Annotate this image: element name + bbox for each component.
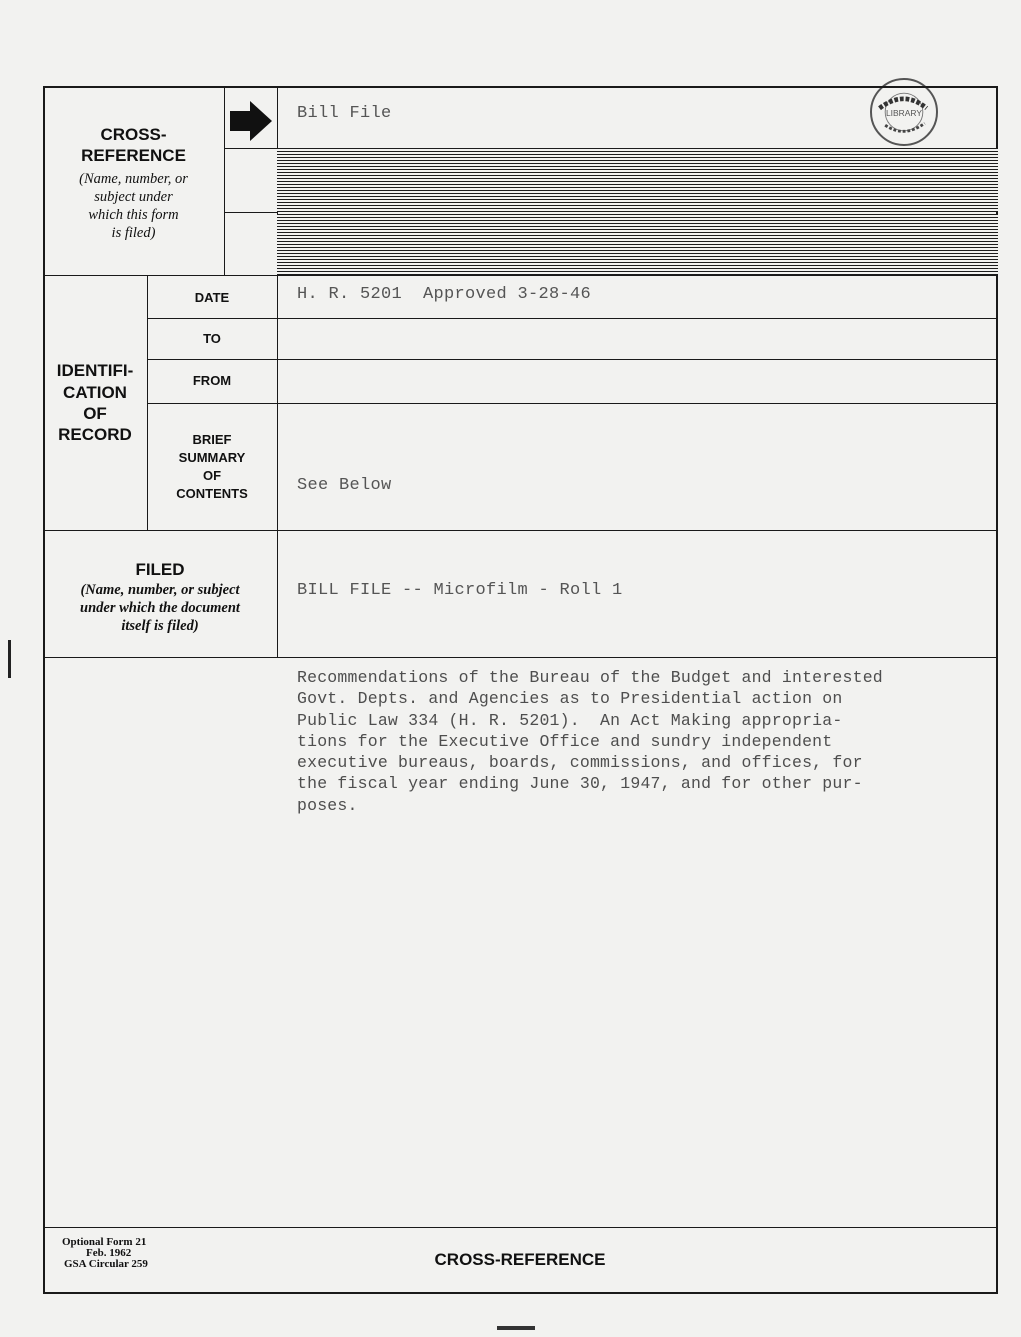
filed-hint-line2: under which the document — [80, 600, 240, 616]
crossref-label-line1: CROSS- — [100, 125, 167, 144]
form-number: Optional Form 21 — [62, 1236, 147, 1248]
crossref-label-line2: REFERENCE — [81, 146, 186, 165]
rule-date-bottom — [147, 318, 998, 319]
summary-line: Recommendations of the Bureau of the Budget and interested — [297, 668, 883, 687]
rule-arrow-box — [224, 148, 277, 149]
identification-label-line4: RECORD — [58, 425, 132, 444]
rule-footer-top — [43, 1227, 998, 1228]
crossref-hint-line4: is filed) — [111, 225, 156, 241]
summary-label-line4: CONTENTS — [176, 486, 248, 501]
date-label: DATE — [194, 290, 230, 305]
identification-label-line1: IDENTIFI- — [56, 361, 134, 380]
summary-line: executive bureaus, boards, commissions, and offices, for — [297, 753, 863, 773]
crossref-hint-line2: subject under — [94, 189, 173, 205]
to-label: TO — [203, 331, 221, 346]
scan-margin-mark — [8, 640, 11, 678]
crossref-hint-line1: (Name, number, or — [79, 171, 188, 187]
rule-crossref-divider — [224, 86, 225, 275]
rule-identification-bottom — [43, 530, 998, 531]
summary-label-line3: OF — [202, 468, 222, 483]
from-label: FROM — [192, 373, 232, 388]
arrow-right-icon — [228, 100, 274, 142]
summary-label-line1: BRIEF — [192, 432, 232, 447]
scan-bottom-mark — [497, 1326, 535, 1330]
filed-hint-line1: (Name, number, or subject — [80, 582, 240, 598]
identification-label-line2: CATION — [63, 383, 127, 402]
summary-line: the fiscal year ending June 30, 1947, and for other pur- — [297, 774, 863, 794]
crossref-hint-line3: which this form — [88, 207, 179, 223]
rule-crossref-row2 — [224, 212, 277, 213]
hatched-area-1 — [277, 148, 998, 212]
date-value: H. R. 5201 Approved 3-28-46 — [297, 285, 592, 304]
summary-value: See Below — [297, 476, 392, 495]
summary-line: tions for the Executive Office and sundry independent — [297, 731, 833, 751]
filed-value: BILL FILE -- Microfilm - Roll 1 — [297, 581, 623, 600]
identification-label-line3: OF — [83, 404, 107, 423]
rule-crossref-bottom — [43, 275, 998, 276]
form-date: Feb. 1962 — [86, 1247, 132, 1259]
summary-label-line2: SUMMARY — [178, 450, 246, 465]
form-circular: GSA Circular 259 — [64, 1258, 148, 1270]
stamp-text: LIBRARY — [885, 107, 923, 118]
rule-filed-bottom — [43, 657, 998, 658]
footer-title: CROSS-REFERENCE — [434, 1250, 606, 1269]
hatched-area-2 — [277, 214, 998, 275]
rule-to-bottom — [147, 359, 998, 360]
summary-text — [297, 667, 937, 816]
crossref-entry: Bill File — [297, 104, 392, 123]
summary-line: poses. — [297, 795, 358, 815]
rule-from-bottom — [147, 403, 998, 404]
filed-label: FILED — [135, 560, 185, 579]
summary-line: Govt. Depts. and Agencies as to Presidential action on — [297, 689, 843, 709]
filed-hint-line3: itself is filed) — [121, 618, 199, 634]
summary-line: Public Law 334 (H. R. 5201). An Act Making appropria- — [297, 710, 843, 730]
